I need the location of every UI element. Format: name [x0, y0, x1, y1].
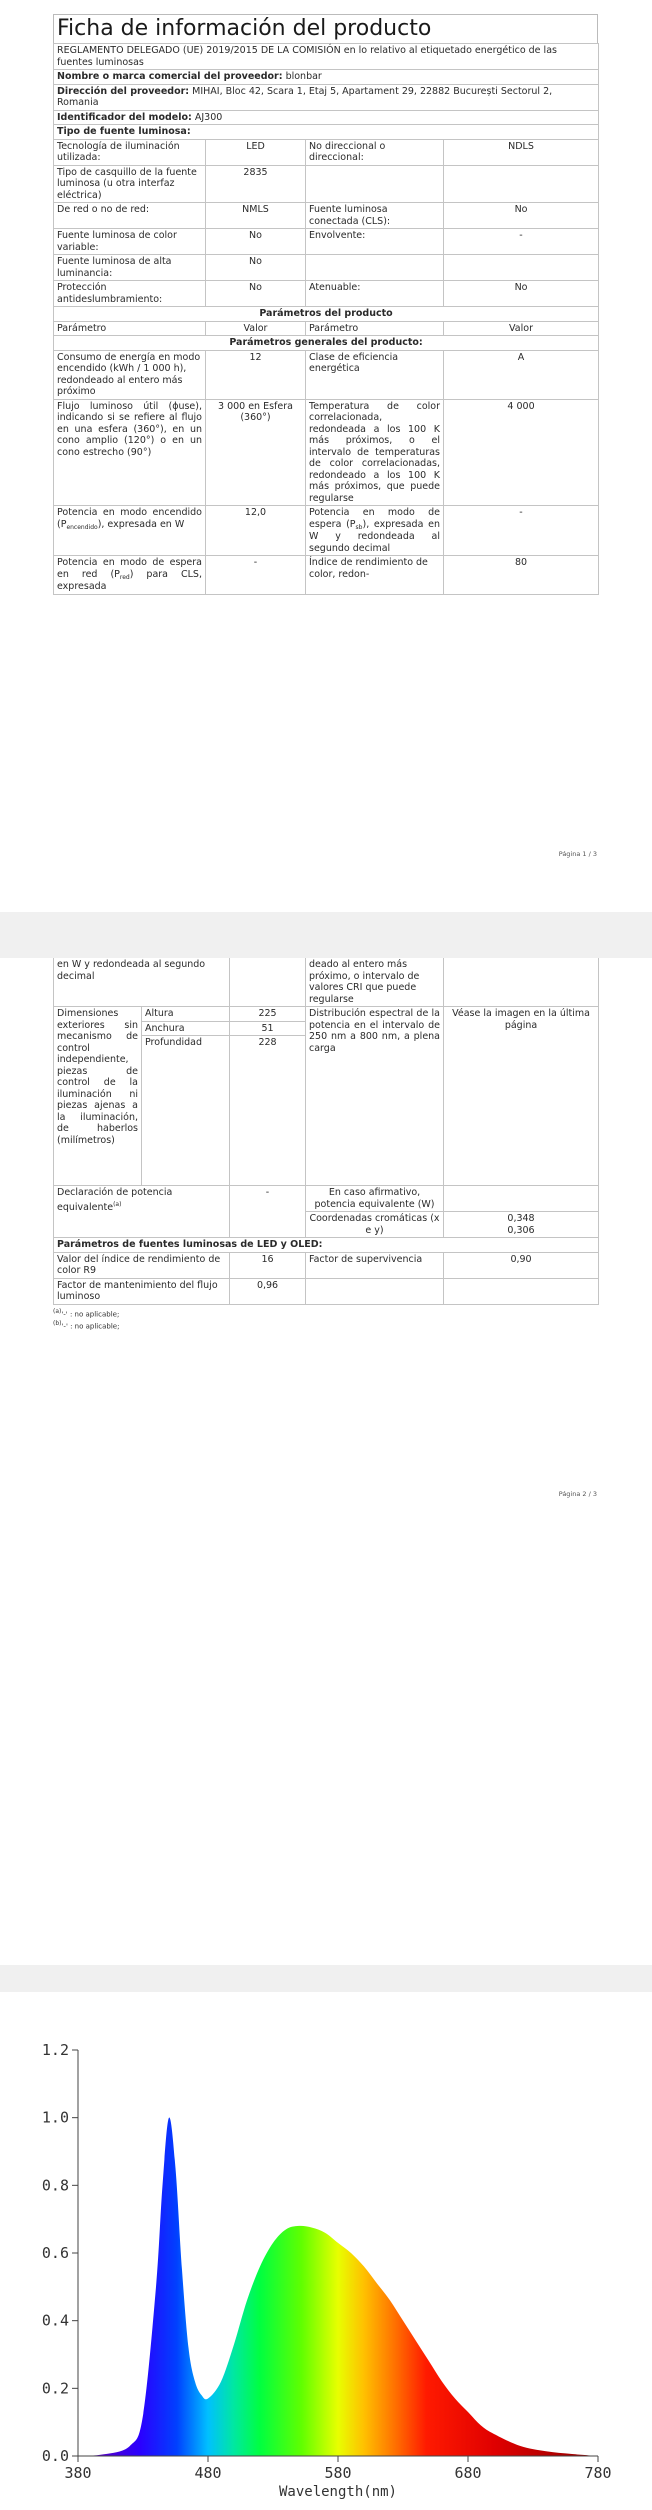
row-label [54, 1186, 230, 1238]
col-header-param: Parámetro [54, 321, 206, 336]
table-row [54, 165, 599, 203]
y-tick-label: 0.0 [41, 2447, 69, 2465]
row-label: Valor del índice de rendimiento de color R9 [54, 1252, 230, 1278]
model-value: AJ300 [194, 111, 223, 123]
table-row [54, 350, 599, 399]
row-value: 3 000 en Esfera (360°) [206, 399, 306, 506]
chromaticity-values [444, 1212, 599, 1238]
footnote-mark: (a) [53, 1307, 62, 1315]
row-value: 16 [230, 1252, 306, 1278]
row-label [306, 255, 444, 281]
spectral-value: Véase la imagen en la última página [444, 1007, 599, 1186]
dimension-value: 225 [230, 1007, 306, 1022]
column-header-row [54, 321, 599, 336]
row-label: Atenuable: [306, 281, 444, 307]
row-value: - [206, 556, 306, 595]
y-tick-label: 0.8 [41, 2176, 69, 2195]
row-label: Factor de supervivencia [306, 1252, 444, 1278]
general-params-header: Parámetros generales del producto: [54, 336, 599, 351]
x-tick-label: 380 [64, 2464, 92, 2482]
row-value: - [444, 506, 599, 556]
label-part: Potencia en modo encendido (P [57, 507, 202, 530]
row-label: en W y redondeada al segundo decimal [54, 958, 230, 1007]
row-value: 4 000 [444, 399, 599, 506]
row-label [54, 556, 206, 595]
dimension-name: Altura [142, 1007, 230, 1022]
table-row [54, 203, 599, 229]
row-label [54, 506, 206, 556]
row-value [444, 1186, 599, 1212]
footnote-mark: (b) [53, 1319, 62, 1327]
row-value: 0,90 [444, 1252, 599, 1278]
table-row [54, 1186, 599, 1212]
chromaticity-y: 0,306 [507, 1224, 535, 1236]
x-axis-label: Wavelength(nm) [278, 2484, 398, 2500]
dimensions-row [54, 1007, 599, 1022]
row-value: No [206, 281, 306, 307]
table-row [54, 139, 599, 165]
chromaticity-label: Coordenadas cromáticas (x e y) [306, 1212, 444, 1238]
page-1 [0, 0, 652, 912]
row-value: NDLS [444, 139, 599, 165]
regulation-text: REGLAMENTO DELEGADO (UE) 2019/2015 DE LA COMISIÓN en lo relativo al etiquetado energético de las fuentes luminosas [54, 44, 599, 70]
row-label: deado al entero más próximo, o intervalo de valores CRI que puede regularse [306, 958, 444, 1007]
row-value: - [444, 229, 599, 255]
row-label: Tecnología de iluminación utilizada: [54, 139, 206, 165]
row-label: Índice de rendimiento de color, redon- [306, 556, 444, 595]
led-params-header: Parámetros de fuentes luminosas de LED y OLED: [54, 1238, 599, 1253]
row-value: 12,0 [206, 506, 306, 556]
table-row [54, 958, 599, 1007]
params-header: Parámetros del producto [54, 307, 599, 322]
dimension-name: Profundidad [142, 1036, 230, 1186]
row-value [230, 958, 306, 1007]
source-type-header: Tipo de fuente luminosa: [54, 125, 599, 140]
y-tick-label: 0.6 [41, 2244, 69, 2262]
dimensions-label: Dimensiones exteriores sin mecanismo de control independiente, piezas de control de la iluminación ni piezas ajenas a la iluminación, de haberlos (milímetros) [54, 1007, 142, 1186]
x-tick-label: 680 [454, 2464, 482, 2482]
row-label: Flujo luminoso útil (ɸuse), indicando si se refiere al flujo en una esfera (360°), en un cono amplio (120°) o en un cono estrecho (90°) [54, 399, 206, 506]
row-label: Temperatura de color correlacionada, redondeada a los 100 K más próximos, o el intervalo de temperaturas de color correlacionadas, redondeado a los 100 K más próximos, que puede regularse [306, 399, 444, 506]
row-value: LED [206, 139, 306, 165]
row-value [444, 1278, 599, 1304]
x-tick-label: 580 [324, 2464, 352, 2482]
label-part: Potencia en modo de espera en red (P [57, 557, 202, 580]
table-row [54, 1278, 599, 1304]
x-tick-label: 480 [194, 2464, 222, 2482]
supplier-address-value: MIHAI, Bloc 42, Scara 1, Etaj 5, Apartament 29, 22882 București Sectorul 2, Romania [57, 85, 553, 108]
footnotes [53, 1307, 598, 1332]
product-info-table-continued [53, 958, 599, 1305]
supplier-name-row [54, 70, 599, 85]
x-tick-label: 780 [584, 2464, 612, 2482]
row-label: Envolvente: [306, 229, 444, 255]
y-tick-label: 1.2 [41, 2041, 69, 2059]
label-part: ), expresada en W [97, 518, 185, 530]
footnote-a [53, 1307, 598, 1319]
footnote-text: '-' : no aplicable; [61, 1309, 120, 1318]
model-row [54, 110, 599, 125]
spectral-label: Distribución espectral de la potencia en el intervalo de 250 nm a 800 nm, a plena carga [306, 1007, 444, 1186]
col-header-value2: Valor [444, 321, 599, 336]
table-row [54, 281, 599, 307]
row-value: No [444, 281, 599, 307]
row-value: No [206, 255, 306, 281]
table-row [54, 1252, 599, 1278]
row-label: Fuente luminosa de color variable: [54, 229, 206, 255]
spectral-distribution-chart [0, 1992, 652, 2510]
row-value: - [230, 1186, 306, 1238]
dimension-value: 51 [230, 1021, 306, 1036]
y-tick-label: 0.4 [41, 2311, 69, 2330]
row-label: No direccional o direccional: [306, 139, 444, 165]
label-part: ), expresada en W y redondeada al segundo decimal [309, 518, 440, 554]
table-row [54, 255, 599, 281]
row-value [444, 255, 599, 281]
dimension-value: 228 [230, 1036, 306, 1186]
row-label [306, 506, 444, 556]
plot-area [78, 2117, 598, 2456]
row-label: Factor de mantenimiento del flujo luminoso [54, 1278, 230, 1304]
page-2 [0, 958, 652, 1965]
row-label: Tipo de casquillo de la fuente luminosa (u otra interfaz eléctrica) [54, 165, 206, 203]
model-label: Identificador del modelo: [57, 111, 192, 123]
y-tick-label: 0.2 [41, 2379, 69, 2398]
page-3 [0, 1992, 652, 2510]
product-info-table [53, 43, 599, 595]
row-value: NMLS [206, 203, 306, 229]
row-label: De red o no de red: [54, 203, 206, 229]
row-label: En caso afirmativo, potencia equivalente (W) [306, 1186, 444, 1212]
row-label [306, 165, 444, 203]
row-value [444, 165, 599, 203]
row-label [306, 1278, 444, 1304]
row-label: Clase de eficiencia energética [306, 350, 444, 399]
row-value: 80 [444, 556, 599, 595]
equiv-label: Declaración de potencia equivalente [57, 1187, 173, 1213]
row-label: Fuente luminosa de alta luminancia: [54, 255, 206, 281]
chromaticity-x: 0,348 [507, 1213, 535, 1224]
product-sheet-page-1 [53, 14, 598, 595]
footnote-b [53, 1319, 598, 1331]
table-row [54, 556, 599, 595]
supplier-name-label: Nombre o marca comercial del proveedor: [57, 71, 283, 82]
row-value [444, 958, 599, 1007]
table-row [54, 399, 599, 506]
row-label: Fuente luminosa conectada (CLS): [306, 203, 444, 229]
table-row [54, 506, 599, 556]
spectrum-area [78, 2117, 598, 2456]
label-subscript: red [119, 573, 130, 581]
supplier-address-label: Dirección del proveedor: [57, 85, 190, 97]
row-value: No [444, 203, 599, 229]
row-value: A [444, 350, 599, 399]
row-label: Protección antideslumbramiento: [54, 281, 206, 307]
supplier-address-row [54, 84, 599, 110]
y-tick-label: 1.0 [41, 2108, 69, 2127]
supplier-name-value: blonbar [285, 71, 322, 82]
table-row [54, 229, 599, 255]
product-sheet-page-2 [53, 958, 598, 1331]
label-part: Potencia en modo de espera (P [309, 507, 440, 530]
footnote-mark: (a) [113, 1200, 122, 1208]
label-subscript: encendido [66, 523, 98, 531]
row-value: No [206, 229, 306, 255]
col-header-value: Valor [206, 321, 306, 336]
page-number: Página 1 / 3 [558, 850, 597, 858]
label-part: ) para CLS, expresada [57, 568, 202, 592]
sheet-title: Ficha de información del producto [53, 14, 598, 43]
col-header-param2: Parámetro [306, 321, 444, 336]
page-number: Página 2 / 3 [558, 1490, 597, 1498]
row-value: 2835 [206, 165, 306, 203]
dimension-name: Anchura [142, 1021, 230, 1036]
row-value: 12 [206, 350, 306, 399]
label-subscript: sb [355, 523, 363, 531]
row-label: Consumo de energía en modo encendido (kWh / 1 000 h), redondeado al entero más próximo [54, 350, 206, 399]
footnote-text: '-' : no aplicable; [61, 1322, 120, 1331]
row-value: 0,96 [230, 1278, 306, 1304]
